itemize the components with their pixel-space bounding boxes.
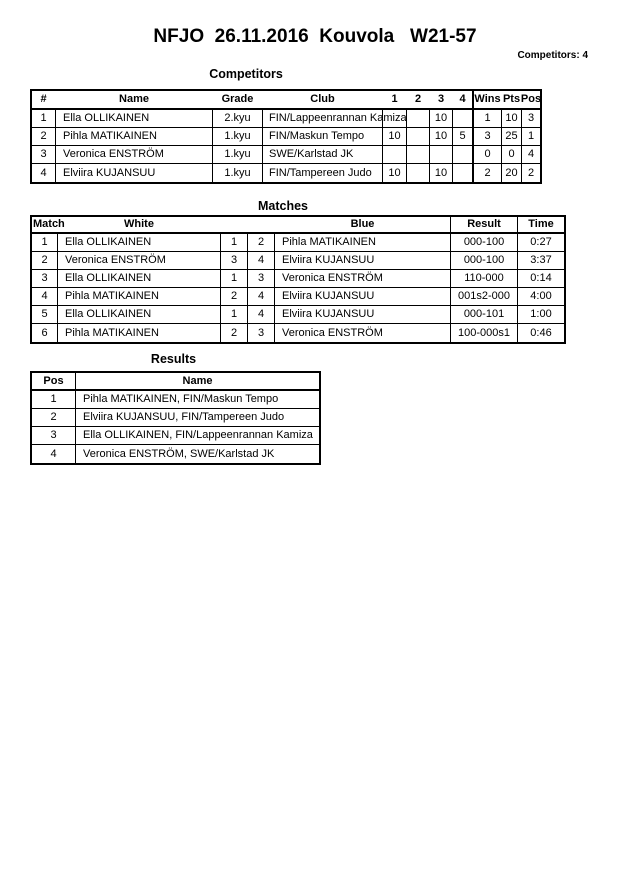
cell-result: 000-100 (450, 252, 517, 269)
match-row-2 (32, 252, 564, 270)
cell-blue-number: 2 (247, 234, 274, 251)
cell-pos: 3 (521, 110, 540, 127)
cell-name: Elviira KUJANSUU (55, 164, 212, 182)
result-row-3 (32, 427, 319, 445)
cell-grade: 1.kyu (212, 146, 262, 163)
cell-number: 2 (40, 130, 47, 142)
cell-score-4 (452, 164, 472, 182)
cell-grade: 1.kyu (212, 128, 262, 145)
cell-score-3: 10 (429, 110, 452, 127)
cell-time: 0:46 (517, 324, 564, 342)
cell-number: 1 (40, 112, 47, 124)
cell-result: 001s2-000 (450, 288, 517, 305)
results-table (30, 371, 321, 465)
result-row-4 (32, 445, 319, 463)
cell-score-1: 10 (382, 128, 406, 145)
col-header-pos: Pos (43, 374, 64, 387)
competitors-count: Competitors: 4 (517, 50, 588, 61)
cell-pos: 4 (521, 146, 540, 163)
cell-match-number: 5 (41, 308, 48, 320)
col-header-score-3: 3 (437, 93, 445, 105)
cell-number: 3 (40, 148, 47, 160)
cell-name: Pihla MATIKAINEN (55, 128, 212, 145)
competitor-row-3 (32, 146, 540, 164)
cell-score-1 (382, 146, 406, 163)
page-title: NFJO 26.11.2016 Kouvola W21-57 (153, 26, 477, 47)
col-header-score-1: 1 (391, 93, 398, 105)
cell-score-4: 5 (452, 128, 472, 145)
col-header-blue-number (247, 217, 274, 232)
cell-time: 0:14 (517, 270, 564, 287)
match-row-4 (32, 288, 564, 306)
cell-score-3: 10 (429, 128, 452, 145)
cell-name: Veronica ENSTRÖM (55, 146, 212, 163)
cell-match-number: 3 (41, 272, 48, 284)
match-row-5 (32, 306, 564, 324)
cell-pos: 3 (50, 429, 57, 441)
col-header-white: White (124, 218, 154, 230)
results-header-row (32, 373, 319, 391)
col-header-wins: Wins (472, 91, 501, 108)
competitor-row-4 (32, 164, 540, 182)
col-header-score-2: 2 (414, 93, 422, 105)
cell-score-4 (452, 146, 472, 163)
cell-blue-number: 3 (247, 270, 274, 287)
cell-blue-name: Veronica ENSTRÖM (274, 324, 450, 342)
competitors-heading: Competitors (209, 67, 283, 81)
cell-club: FIN/Tampereen Judo (262, 164, 382, 182)
col-header-pts: Pts (502, 93, 521, 105)
cell-blue-number: 4 (247, 252, 274, 269)
cell-time: 3:37 (517, 252, 564, 269)
cell-score-3 (429, 146, 452, 163)
cell-blue-name: Elviira KUJANSUU (274, 288, 450, 305)
col-header-match: Match (33, 218, 65, 230)
cell-white-name: Ella OLLIKAINEN (57, 270, 220, 287)
cell-name: Veronica ENSTRÖM, SWE/Karlstad JK (75, 445, 319, 463)
cell-white-number: 1 (220, 234, 247, 251)
cell-white-number: 1 (220, 270, 247, 287)
cell-white-name: Pihla MATIKAINEN (57, 288, 220, 305)
col-header-club: Club (310, 93, 335, 105)
cell-score-2 (406, 128, 429, 145)
col-header-number: # (40, 93, 47, 105)
col-header-time: Time (517, 217, 564, 232)
cell-white-name: Pihla MATIKAINEN (57, 324, 220, 342)
cell-score-2 (406, 110, 429, 127)
cell-match-number: 4 (41, 290, 48, 302)
cell-blue-number: 3 (247, 324, 274, 342)
col-header-name: Name (119, 93, 149, 105)
col-header-pos: Pos (520, 93, 542, 105)
cell-name: Pihla MATIKAINEN, FIN/Maskun Tempo (75, 391, 319, 408)
cell-white-number: 3 (220, 252, 247, 269)
cell-white-number: 1 (220, 306, 247, 323)
cell-pos: 2 (521, 164, 540, 182)
cell-pts: 25 (501, 128, 521, 145)
matches-header-row (32, 217, 564, 234)
competitor-row-2 (32, 128, 540, 146)
cell-pts: 0 (501, 146, 521, 163)
cell-score-1 (382, 110, 406, 127)
cell-result: 000-101 (450, 306, 517, 323)
cell-score-2 (406, 164, 429, 182)
cell-match-number: 6 (41, 326, 48, 339)
cell-result: 000-100 (450, 234, 517, 251)
competitor-row-1 (32, 110, 540, 128)
cell-blue-name: Elviira KUJANSUU (274, 306, 450, 323)
matches-table (30, 215, 566, 344)
cell-score-1: 10 (382, 164, 406, 182)
cell-grade: 1.kyu (212, 164, 262, 182)
cell-result: 110-000 (450, 270, 517, 287)
match-row-6 (32, 324, 564, 342)
col-header-blue: Blue (350, 218, 375, 230)
col-header-white-number (220, 217, 247, 232)
cell-wins: 2 (472, 164, 501, 182)
col-header-score-4: 4 (459, 93, 466, 105)
cell-match-number: 1 (41, 236, 48, 248)
cell-time: 1:00 (517, 306, 564, 323)
cell-name: Ella OLLIKAINEN, FIN/Lappeenrannan Kamiza (75, 427, 319, 444)
match-row-3 (32, 270, 564, 288)
cell-white-number: 2 (220, 324, 247, 342)
competitors-table (30, 89, 542, 184)
cell-pos: 4 (50, 447, 57, 460)
cell-pts: 20 (501, 164, 521, 182)
competitors-header-row (32, 91, 540, 110)
result-row-2 (32, 409, 319, 427)
cell-white-name: Ella OLLIKAINEN (57, 234, 220, 251)
cell-pos: 1 (521, 128, 540, 145)
cell-grade: 2.kyu (212, 110, 262, 127)
cell-result: 100-000s1 (450, 324, 517, 342)
cell-score-2 (406, 146, 429, 163)
cell-score-4 (452, 110, 472, 127)
matches-heading: Matches (257, 199, 309, 213)
cell-number: 4 (40, 166, 47, 179)
cell-match-number: 2 (41, 254, 48, 266)
match-row-1 (32, 234, 564, 252)
result-row-1 (32, 391, 319, 409)
cell-score-3: 10 (429, 164, 452, 182)
col-header-grade: Grade (221, 93, 254, 105)
cell-pos: 2 (50, 411, 57, 423)
cell-blue-name: Veronica ENSTRÖM (274, 270, 450, 287)
cell-name: Elviira KUJANSUU, FIN/Tampereen Judo (75, 409, 319, 426)
cell-club: FIN/Lappeenrannan Kamiza (262, 110, 382, 127)
cell-blue-name: Elviira KUJANSUU (274, 252, 450, 269)
cell-wins: 1 (472, 110, 501, 127)
cell-pos: 1 (50, 393, 57, 405)
cell-wins: 3 (472, 128, 501, 145)
cell-pts: 10 (501, 110, 521, 127)
cell-white-name: Ella OLLIKAINEN (57, 306, 220, 323)
cell-time: 0:27 (517, 234, 564, 251)
col-header-name: Name (75, 373, 319, 389)
cell-blue-name: Pihla MATIKAINEN (274, 234, 450, 251)
cell-club: SWE/Karlstad JK (262, 146, 382, 163)
results-heading: Results (150, 352, 197, 366)
cell-club: FIN/Maskun Tempo (262, 128, 382, 145)
cell-blue-number: 4 (247, 288, 274, 305)
cell-blue-number: 4 (247, 306, 274, 323)
cell-name: Ella OLLIKAINEN (55, 110, 212, 127)
cell-white-name: Veronica ENSTRÖM (57, 252, 220, 269)
cell-time: 4:00 (517, 288, 564, 305)
cell-wins: 0 (472, 146, 501, 163)
col-header-result: Result (450, 217, 517, 232)
cell-white-number: 2 (220, 288, 247, 305)
